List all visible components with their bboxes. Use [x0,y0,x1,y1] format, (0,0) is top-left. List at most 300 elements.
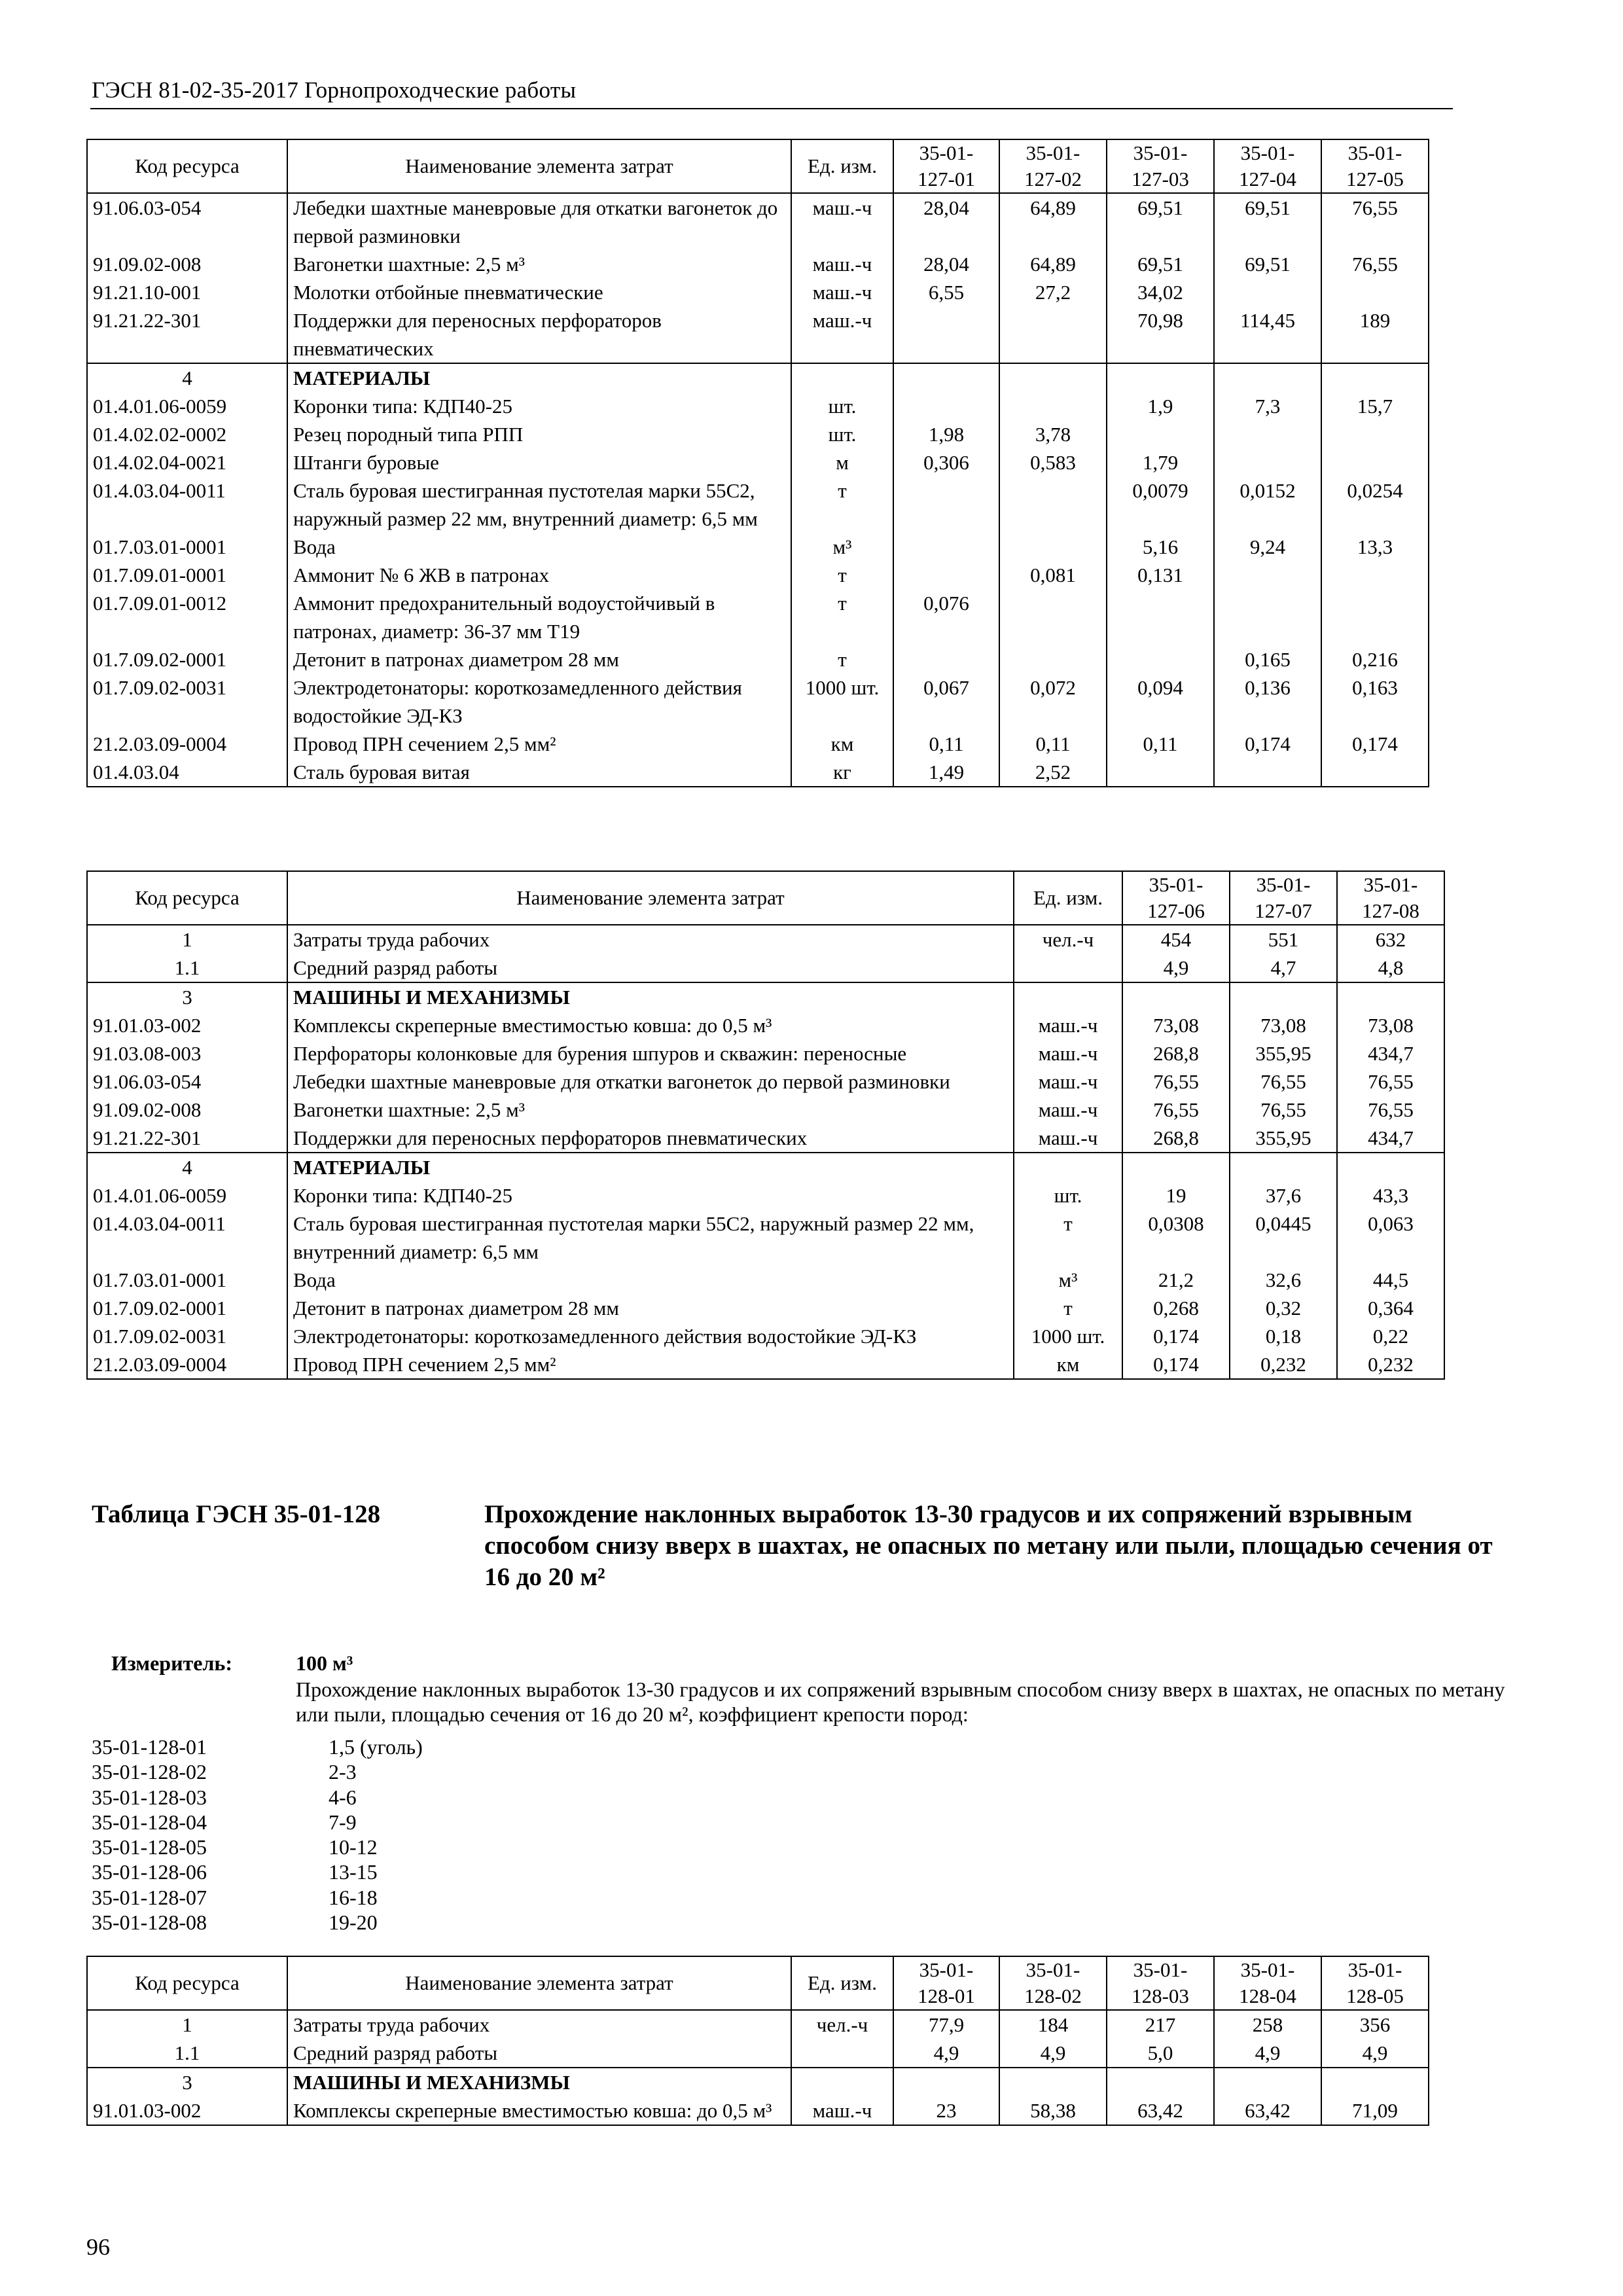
resource-value: 0,364 [1337,1294,1444,1322]
resource-table-127-01-05 [86,139,1429,787]
norm-code: 35-01-128-02 [92,1760,207,1784]
resource-value [1321,758,1429,787]
resource-value: 4,9 [893,2039,999,2068]
resource-code: 91.09.02-008 [87,250,287,278]
resource-code: 91.01.03-002 [87,2096,287,2125]
resource-unit: м³ [1014,1266,1122,1294]
resource-value [1214,448,1321,476]
resource-value: 69,51 [1107,250,1214,278]
resource-code: 1 [87,925,287,954]
resource-name: Комплексы скреперные вместимостью ковша: до 0,5 м³ [287,2096,791,2125]
resource-value [999,2068,1107,2096]
resource-value: 0,076 [893,589,999,645]
table-row [87,1350,1444,1379]
resource-code: 21.2.03.09-0004 [87,730,287,758]
resource-value: 1,9 [1107,392,1214,420]
table-row [87,1011,1444,1039]
resource-value: 0,094 [1107,673,1214,730]
code-list-item [92,1859,423,1884]
table-row [87,925,1444,954]
table-row [87,673,1429,730]
resource-value [1321,561,1429,589]
column-code-bottom: 128-02 [1024,1984,1082,2007]
running-header: ГЭСН 81-02-35-2017 Горнопроходческие работы [92,77,577,103]
resource-name: Провод ПРН сечением 2,5 мм² [287,1350,1014,1379]
header-column [1107,139,1214,193]
resource-code: 01.7.09.01-0012 [87,589,287,645]
header-column [1321,139,1429,193]
resource-value: 189 [1321,306,1429,363]
resource-value: 4,9 [1214,2039,1321,2068]
section-row [87,1153,1444,1181]
resource-value: 76,55 [1321,193,1429,250]
resource-unit: т [791,476,893,533]
resource-value: 268,8 [1122,1039,1230,1067]
resource-value: 434,7 [1337,1039,1444,1067]
resource-value: 355,95 [1230,1039,1337,1067]
resource-code: 3 [87,2068,287,2096]
resource-unit: маш.-ч [1014,1096,1122,1124]
resource-name: Электродетонаторы: короткозамедленного действия водостойкие ЭД-КЗ [287,673,791,730]
resource-value [1337,982,1444,1011]
resource-value [1107,2068,1214,2096]
resource-unit: маш.-ч [791,278,893,306]
resource-name: Комплексы скреперные вместимостью ковша: до 0,5 м³ [287,1011,1014,1039]
table-row [87,730,1429,758]
column-code-top: 35-01- [1363,873,1418,896]
table-label: Таблица ГЭСН 35-01-128 [92,1500,381,1528]
header-column [999,1956,1107,2010]
header-code: Код ресурса [87,139,287,193]
resource-code: 01.7.09.01-0001 [87,561,287,589]
resource-value: 454 [1122,925,1230,954]
resource-value [1214,278,1321,306]
resource-value: 0,18 [1230,1322,1337,1350]
resource-value: 7,3 [1214,392,1321,420]
resource-code: 01.7.09.02-0031 [87,1322,287,1350]
resource-unit: маш.-ч [791,193,893,250]
resource-value [1122,1153,1230,1181]
resource-name: МАШИНЫ И МЕХАНИЗМЫ [287,2068,791,2096]
header-column [1337,871,1444,925]
resource-value [1214,758,1321,787]
resource-value [1107,363,1214,392]
resource-unit: км [1014,1350,1122,1379]
code-list-item [92,1810,423,1835]
resource-unit: маш.-ч [791,2096,893,2125]
resource-code: 01.7.09.02-0001 [87,1294,287,1322]
resource-value: 6,55 [893,278,999,306]
column-code-bottom: 127-04 [1239,168,1296,190]
resource-name: Штанги буровые [287,448,791,476]
resource-value: 114,45 [1214,306,1321,363]
resource-value [1107,758,1214,787]
resource-name: Молотки отбойные пневматические [287,278,791,306]
column-code-top: 35-01- [1149,873,1204,896]
resource-value: 76,55 [1230,1096,1337,1124]
table-row [87,250,1429,278]
table-row [87,589,1429,645]
resource-name: Провод ПРН сечением 2,5 мм² [287,730,791,758]
column-code-bottom: 127-06 [1147,899,1205,922]
column-code-bottom: 127-08 [1362,899,1419,922]
resource-value [893,363,999,392]
resource-value: 73,08 [1337,1011,1444,1039]
table-row [87,278,1429,306]
resource-unit: маш.-ч [1014,1067,1122,1096]
table-row [87,1124,1444,1153]
resource-value: 0,11 [1107,730,1214,758]
resource-value [999,533,1107,561]
norm-value: 4-6 [329,1785,357,1809]
resource-value [999,476,1107,533]
resource-value: 2,52 [999,758,1107,787]
resource-value [893,306,999,363]
header-column [1107,1956,1214,2010]
header-column [1214,139,1321,193]
resource-name: Вода [287,533,791,561]
column-code-top: 35-01- [919,141,974,164]
resource-name: Сталь буровая шестигранная пустотелая марки 55С2, наружный размер 22 мм, внутренний диаметр: 6,5 мм [287,1210,1014,1266]
resource-value [1321,278,1429,306]
table-row [87,2010,1429,2039]
resource-value [1321,363,1429,392]
resource-value: 434,7 [1337,1124,1444,1153]
resource-value: 58,38 [999,2096,1107,2125]
header-column [999,139,1107,193]
resource-name: Вода [287,1266,1014,1294]
resource-name: Лебедки шахтные маневровые для откатки вагонеток до первой разминовки [287,193,791,250]
resource-value: 73,08 [1230,1011,1337,1039]
resource-value: 34,02 [1107,278,1214,306]
resource-value [1214,589,1321,645]
resource-code: 4 [87,1153,287,1181]
resource-value: 5,16 [1107,533,1214,561]
table-row [87,2096,1429,2125]
resource-name: Вагонетки шахтные: 2,5 м³ [287,250,791,278]
resource-code: 91.21.22-301 [87,1124,287,1153]
resource-value: 0,232 [1337,1350,1444,1379]
resource-code: 91.21.10-001 [87,278,287,306]
header-name: Наименование элемента затрат [287,139,791,193]
column-code-top: 35-01- [919,1958,974,1981]
header-column [1321,1956,1429,2010]
header-column [893,139,999,193]
table-row [87,645,1429,673]
resource-value: 184 [999,2010,1107,2039]
resource-name: Электродетонаторы: короткозамедленного действия водостойкие ЭД-КЗ [287,1322,1014,1350]
resource-code: 01.4.03.04-0011 [87,476,287,533]
resource-name: Сталь буровая шестигранная пустотелая марки 55С2, наружный размер 22 мм, внутренний диаметр: 6,5 мм [287,476,791,533]
resource-unit: т [791,561,893,589]
table-row [87,2039,1429,2068]
resource-value [999,306,1107,363]
resource-code: 3 [87,982,287,1011]
column-code-top: 35-01- [1347,1958,1402,1981]
resource-code: 01.7.09.02-0031 [87,673,287,730]
resource-unit: т [1014,1210,1122,1266]
resource-value: 76,55 [1337,1096,1444,1124]
resource-name: Поддержки для переносных перфораторов пневматических [287,1124,1014,1153]
resource-code: 1 [87,2010,287,2039]
resource-value: 76,55 [1122,1067,1230,1096]
resource-value: 0,0254 [1321,476,1429,533]
resource-value: 0,163 [1321,673,1429,730]
resource-value: 0,32 [1230,1294,1337,1322]
resource-value: 268,8 [1122,1124,1230,1153]
resource-value [1337,1153,1444,1181]
resource-code: 91.06.03-054 [87,193,287,250]
norm-value: 1,5 (уголь) [329,1735,423,1759]
resource-value: 27,2 [999,278,1107,306]
code-list-item [92,1785,423,1810]
resource-value: 0,136 [1214,673,1321,730]
table-row [87,392,1429,420]
resource-value: 69,51 [1214,250,1321,278]
header-column [1230,871,1337,925]
resource-unit: м [791,448,893,476]
column-code-bottom: 127-05 [1346,168,1404,190]
resource-unit [791,363,893,392]
resource-value: 0,174 [1214,730,1321,758]
resource-code: 01.7.03.01-0001 [87,1266,287,1294]
resource-value: 9,24 [1214,533,1321,561]
resource-value [893,392,999,420]
resource-value [1321,2068,1429,2096]
resource-unit: т [791,589,893,645]
resource-value [1321,448,1429,476]
resource-value: 13,3 [1321,533,1429,561]
resource-value [893,645,999,673]
norm-code: 35-01-128-01 [92,1735,207,1759]
resource-name: Детонит в патронах диаметром 28 мм [287,1294,1014,1322]
column-code-bottom: 128-01 [918,1984,975,2007]
header-unit: Ед. изм. [791,139,893,193]
resource-name: МАТЕРИАЛЫ [287,363,791,392]
code-list-item [92,1759,423,1784]
resource-value [1230,982,1337,1011]
resource-name: МАШИНЫ И МЕХАНИЗМЫ [287,982,1014,1011]
resource-value: 76,55 [1337,1067,1444,1096]
column-code-top: 35-01- [1240,1958,1295,1981]
resource-unit [1014,982,1122,1011]
column-code-bottom: 128-05 [1346,1984,1404,2007]
resource-value [1214,363,1321,392]
norm-code: 35-01-128-06 [92,1860,207,1884]
resource-value: 0,0445 [1230,1210,1337,1266]
resource-unit: чел.-ч [791,2010,893,2039]
resource-name: Затраты труда рабочих [287,2010,791,2039]
resource-value: 64,89 [999,250,1107,278]
resource-value [893,561,999,589]
resource-code: 01.4.02.02-0002 [87,420,287,448]
table-row [87,420,1429,448]
resource-name: Лебедки шахтные маневровые для откатки вагонеток до первой разминовки [287,1067,1014,1096]
resource-unit: чел.-ч [1014,925,1122,954]
resource-value [1107,589,1214,645]
table-row [87,1067,1444,1096]
header-name: Наименование элемента затрат [287,871,1014,925]
resource-unit: м³ [791,533,893,561]
page-number: 96 [86,2234,110,2260]
column-code-top: 35-01- [1256,873,1311,896]
resource-value: 0,216 [1321,645,1429,673]
resource-code: 01.4.01.06-0059 [87,1181,287,1210]
resource-value: 0,067 [893,673,999,730]
resource-table-128-01-05 [86,1956,1429,2126]
resource-name: Детонит в патронах диаметром 28 мм [287,645,791,673]
header-unit: Ед. изм. [1014,871,1122,925]
resource-unit: 1000 шт. [1014,1322,1122,1350]
resource-unit: маш.-ч [1014,1124,1122,1153]
header-column [1122,871,1230,925]
resource-value: 632 [1337,925,1444,954]
resource-value: 77,9 [893,2010,999,2039]
table-row [87,1210,1444,1266]
resource-name: МАТЕРИАЛЫ [287,1153,1014,1181]
resource-name: Сталь буровая витая [287,758,791,787]
resource-name: Вагонетки шахтные: 2,5 м³ [287,1096,1014,1124]
resource-unit [791,2039,893,2068]
resource-code: 01.7.03.01-0001 [87,533,287,561]
norm-value: 16-18 [329,1885,378,1909]
code-list-item [92,1734,423,1759]
column-code-top: 35-01- [1026,141,1080,164]
table-row [87,1294,1444,1322]
resource-code: 01.4.01.06-0059 [87,392,287,420]
resource-unit: 1000 шт. [791,673,893,730]
header-column [893,1956,999,2010]
resource-code: 01.4.02.04-0021 [87,448,287,476]
resource-value: 23 [893,2096,999,2125]
resource-value: 28,04 [893,193,999,250]
table-row [87,758,1429,787]
resource-value: 73,08 [1122,1011,1230,1039]
resource-value: 63,42 [1107,2096,1214,2125]
resource-value [999,363,1107,392]
resource-value: 76,55 [1321,250,1429,278]
resource-value: 258 [1214,2010,1321,2039]
code-list [92,1734,423,1935]
resource-value: 63,42 [1214,2096,1321,2125]
resource-value: 551 [1230,925,1337,954]
code-list-item [92,1910,423,1935]
header-column [1214,1956,1321,2010]
resource-code: 91.03.08-003 [87,1039,287,1067]
column-code-top: 35-01- [1026,1958,1080,1981]
resource-value [1107,645,1214,673]
section-row [87,2068,1429,2096]
resource-value: 0,174 [1321,730,1429,758]
resource-code: 01.4.03.04 [87,758,287,787]
resource-value: 71,09 [1321,2096,1429,2125]
resource-value: 0,131 [1107,561,1214,589]
resource-value: 356 [1321,2010,1429,2039]
resource-value: 0,11 [999,730,1107,758]
resource-value: 4,7 [1230,954,1337,982]
resource-name: Коронки типа: КДП40-25 [287,1181,1014,1210]
resource-value: 0,11 [893,730,999,758]
resource-unit: шт. [791,420,893,448]
norm-code: 35-01-128-07 [92,1885,207,1909]
table-row [87,1181,1444,1210]
resource-value: 0,165 [1214,645,1321,673]
table-row [87,1039,1444,1067]
resource-unit: маш.-ч [791,250,893,278]
resource-unit [791,2068,893,2096]
resource-value [893,533,999,561]
resource-value: 1,49 [893,758,999,787]
resource-code: 91.01.03-002 [87,1011,287,1039]
resource-code: 01.4.03.04-0011 [87,1210,287,1266]
resource-code: 1.1 [87,954,287,982]
header-unit: Ед. изм. [791,1956,893,2010]
resource-unit: шт. [791,392,893,420]
resource-value [999,589,1107,645]
column-code-bottom: 127-03 [1132,168,1189,190]
resource-value [1122,982,1230,1011]
table-row [87,1096,1444,1124]
resource-code: 91.21.22-301 [87,306,287,363]
resource-value: 64,89 [999,193,1107,250]
norm-value: 13-15 [329,1860,378,1884]
table-row [87,476,1429,533]
column-code-bottom: 127-02 [1024,168,1082,190]
resource-unit [1014,954,1122,982]
resource-value: 0,0152 [1214,476,1321,533]
resource-value [893,476,999,533]
resource-name: Поддержки для переносных перфораторов пневматических [287,306,791,363]
column-code-top: 35-01- [1133,141,1188,164]
measure-label: Измеритель: [111,1651,232,1675]
resource-value: 4,8 [1337,954,1444,982]
resource-value [1214,2068,1321,2096]
norm-code: 35-01-128-05 [92,1835,207,1859]
resource-value: 15,7 [1321,392,1429,420]
resource-code: 91.09.02-008 [87,1096,287,1124]
table-row [87,1322,1444,1350]
header-code: Код ресурса [87,1956,287,2010]
norm-value: 19-20 [329,1910,378,1935]
resource-value [1230,1153,1337,1181]
resource-name: Перфораторы колонковые для бурения шпуров и скважин: переносные [287,1039,1014,1067]
column-code-bottom: 128-04 [1239,1984,1296,2007]
resource-value [1321,589,1429,645]
resource-value: 4,9 [1321,2039,1429,2068]
code-list-item [92,1885,423,1910]
norm-value: 2-3 [329,1760,357,1784]
resource-value [999,392,1107,420]
resource-value: 0,072 [999,673,1107,730]
resource-value: 70,98 [1107,306,1214,363]
resource-value [893,2068,999,2096]
norm-value: 7-9 [329,1810,357,1834]
resource-value: 0,0308 [1122,1210,1230,1266]
resource-name: Затраты труда рабочих [287,925,1014,954]
resource-value: 0,583 [999,448,1107,476]
resource-value: 76,55 [1230,1067,1337,1096]
resource-code: 91.06.03-054 [87,1067,287,1096]
resource-value: 217 [1107,2010,1214,2039]
table-row [87,193,1429,250]
resource-name: Аммонит предохранительный водоустойчивый в патронах, диаметр: 36-37 мм Т19 [287,589,791,645]
resource-value: 1,98 [893,420,999,448]
resource-code: 21.2.03.09-0004 [87,1350,287,1379]
column-code-bottom: 128-03 [1132,1984,1189,2007]
norm-code: 35-01-128-04 [92,1810,207,1834]
resource-value [1107,420,1214,448]
resource-code: 4 [87,363,287,392]
